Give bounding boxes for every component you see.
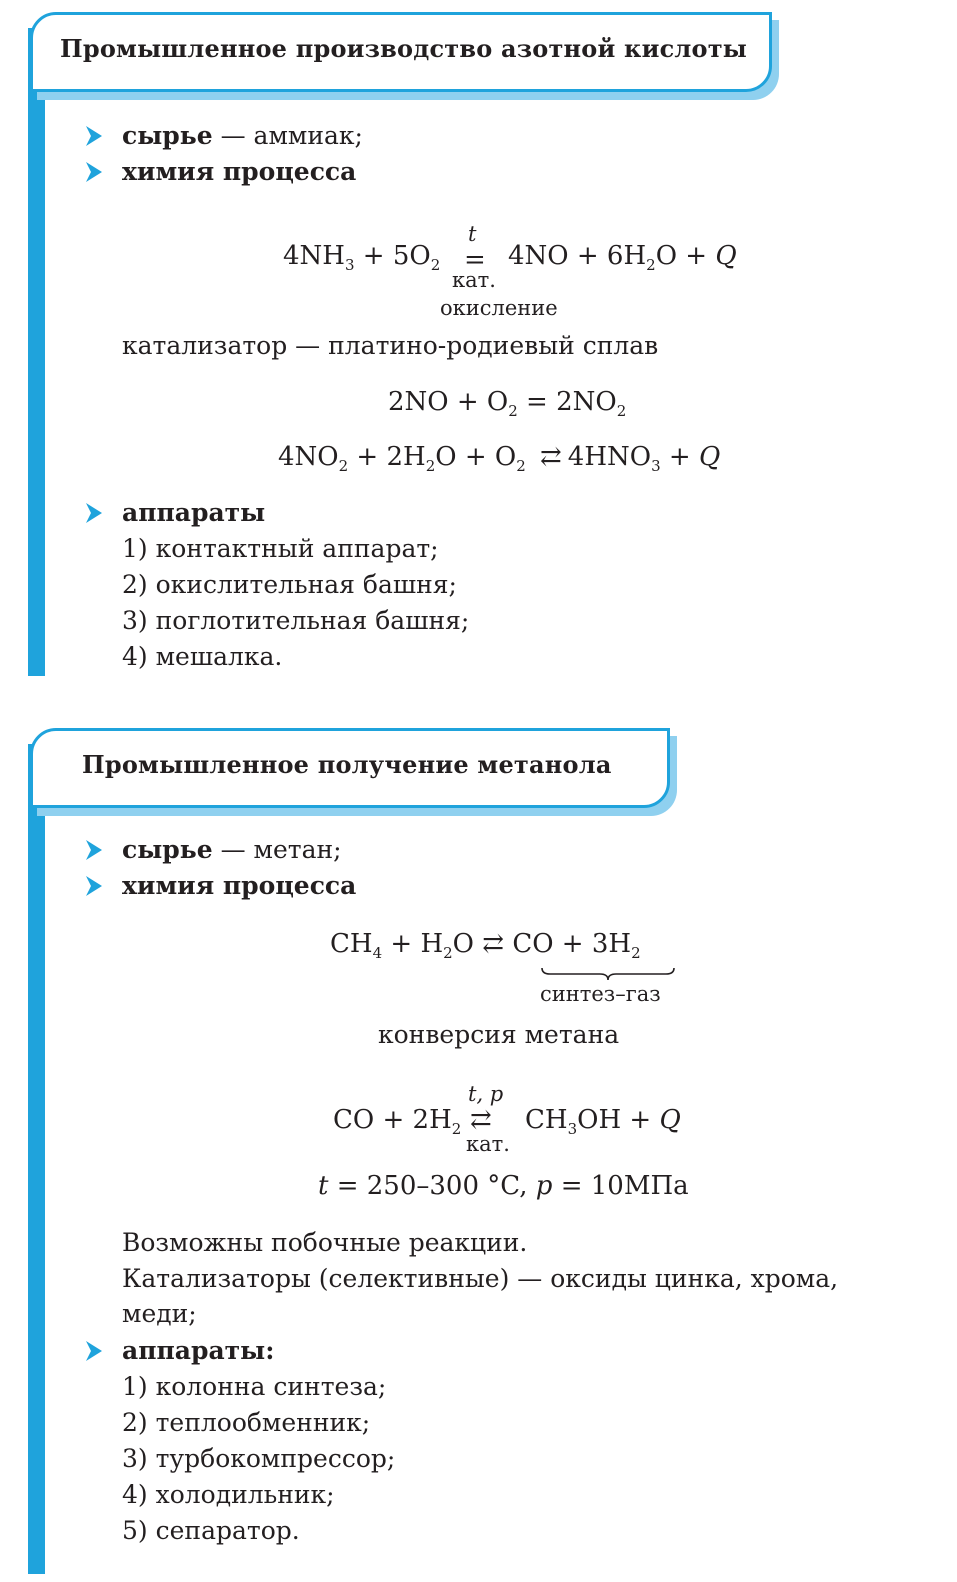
eq-subscript: 2 bbox=[508, 402, 518, 420]
eq-term: CH bbox=[330, 929, 373, 959]
eq-q: Q bbox=[659, 1105, 681, 1135]
conversion-caption: конверсия метана bbox=[378, 1020, 620, 1049]
eq-term: CH bbox=[525, 1105, 568, 1135]
equilibrium-arrow-icon: ⇄ bbox=[470, 1105, 492, 1135]
eq-subscript: 2 bbox=[631, 944, 641, 962]
eq-subscript: 2 bbox=[616, 402, 627, 420]
underbrace-icon bbox=[540, 966, 676, 982]
eq-term: O + O bbox=[435, 442, 517, 472]
process-conditions bbox=[318, 1170, 689, 1202]
eq-term: 4NO bbox=[278, 442, 339, 472]
eq-subscript: 2 bbox=[451, 1120, 462, 1138]
equation-3 bbox=[278, 441, 720, 473]
eq-equals-sign: = bbox=[464, 245, 486, 275]
synthesis-equation bbox=[333, 1104, 461, 1136]
eq-subscript: 2 bbox=[425, 457, 436, 475]
oxidation-equation-right bbox=[508, 240, 737, 272]
eq-subscript: 2 bbox=[516, 457, 526, 475]
eq-subscript: 3 bbox=[344, 256, 355, 274]
conversion-equation bbox=[330, 928, 641, 960]
section-title: Промышленное получение метанола bbox=[82, 750, 612, 779]
section-methanol bbox=[0, 720, 957, 1582]
eq-term: t bbox=[318, 1171, 329, 1201]
chemistry-label: химия процесса bbox=[122, 871, 357, 900]
apparatus-item: 3) турбокомпрессор; bbox=[122, 1444, 396, 1473]
synthesis-equation-right bbox=[525, 1104, 681, 1136]
eq-condition-bottom: кат. bbox=[452, 268, 496, 292]
apparatus-label: аппараты: bbox=[122, 1336, 275, 1365]
catalysts-line: Катализаторы (селективные) — оксиды цинка, хрома, bbox=[122, 1264, 839, 1293]
eq-term: OH + bbox=[577, 1105, 660, 1135]
eq-condition-top: t bbox=[468, 222, 477, 246]
catalysts-line-cont: меди; bbox=[122, 1299, 197, 1328]
chemistry-label: химия процесса bbox=[122, 157, 357, 186]
apparatus-item: 1) колонна синтеза; bbox=[122, 1372, 387, 1401]
eq-term: + H bbox=[382, 929, 444, 959]
eq-caption: окисление bbox=[440, 296, 558, 320]
apparatus-item: 3) поглотительная башня; bbox=[122, 606, 470, 635]
equilibrium-arrow-icon: ⇄ bbox=[540, 442, 562, 472]
eq-subscript: 2 bbox=[443, 944, 453, 962]
eq-term: 4HNO bbox=[567, 442, 652, 472]
raw-material-line bbox=[122, 835, 342, 865]
eq-subscript: 2 bbox=[646, 256, 656, 274]
side-reactions-line: Возможны побочные реакции. bbox=[122, 1228, 528, 1257]
eq-term: 4NH bbox=[283, 241, 345, 271]
eq-subscript: 3 bbox=[651, 457, 661, 475]
catalyst-line: катализатор — платино-родиевый сплав bbox=[122, 331, 659, 360]
section-accent-bar bbox=[28, 744, 45, 1574]
eq-term: p bbox=[535, 1171, 553, 1201]
eq-q: Q bbox=[698, 442, 721, 472]
eq-term: 2NO + O bbox=[388, 387, 509, 417]
eq-term: O + bbox=[655, 241, 716, 271]
eq-term: + 5O bbox=[354, 241, 431, 271]
apparatus-item: 2) теплообменник; bbox=[122, 1408, 371, 1437]
brace-caption: синтез–газ bbox=[540, 982, 661, 1006]
eq-subscript: 3 bbox=[567, 1120, 578, 1138]
eq-term: = 250–300 °C, bbox=[328, 1171, 536, 1201]
section-nitric-acid bbox=[0, 0, 957, 680]
equation-2 bbox=[388, 386, 626, 418]
apparatus-item: 4) мешалка. bbox=[122, 642, 283, 671]
eq-term: O bbox=[452, 929, 483, 959]
oxidation-equation bbox=[283, 240, 440, 272]
raw-material-label: сырье bbox=[122, 835, 213, 864]
eq-subscript: 2 bbox=[430, 256, 441, 274]
section-accent-bar bbox=[28, 28, 45, 676]
eq-term: = 2NO bbox=[517, 387, 617, 417]
eq-term: + bbox=[660, 442, 699, 472]
raw-material-value: — метан; bbox=[212, 835, 342, 864]
eq-term: + 2H bbox=[348, 442, 426, 472]
apparatus-item: 2) окислительная башня; bbox=[122, 570, 457, 599]
eq-term: = 10МПа bbox=[552, 1171, 689, 1201]
apparatus-label: аппараты bbox=[122, 498, 266, 527]
apparatus-item: 5) сепаратор. bbox=[122, 1516, 300, 1545]
eq-term: 4NO + 6H bbox=[508, 241, 647, 271]
raw-material-value: — аммиак; bbox=[212, 121, 363, 150]
eq-q: Q bbox=[715, 241, 737, 271]
eq-condition-top: t, p bbox=[468, 1082, 504, 1106]
eq-condition-bottom: кат. bbox=[466, 1132, 510, 1156]
equilibrium-arrow-icon: ⇄ bbox=[482, 929, 505, 959]
eq-subscript: 4 bbox=[372, 944, 383, 962]
raw-material-label: сырье bbox=[122, 121, 213, 150]
section-title: Промышленное производство азотной кислоты bbox=[60, 34, 748, 63]
apparatus-item: 1) контактный аппарат; bbox=[122, 534, 439, 563]
eq-term: CO + 2H bbox=[333, 1105, 452, 1135]
apparatus-item: 4) холодильник; bbox=[122, 1480, 335, 1509]
raw-material-line bbox=[122, 121, 363, 151]
eq-term: CO + 3H bbox=[504, 929, 632, 959]
eq-subscript: 2 bbox=[338, 457, 349, 475]
